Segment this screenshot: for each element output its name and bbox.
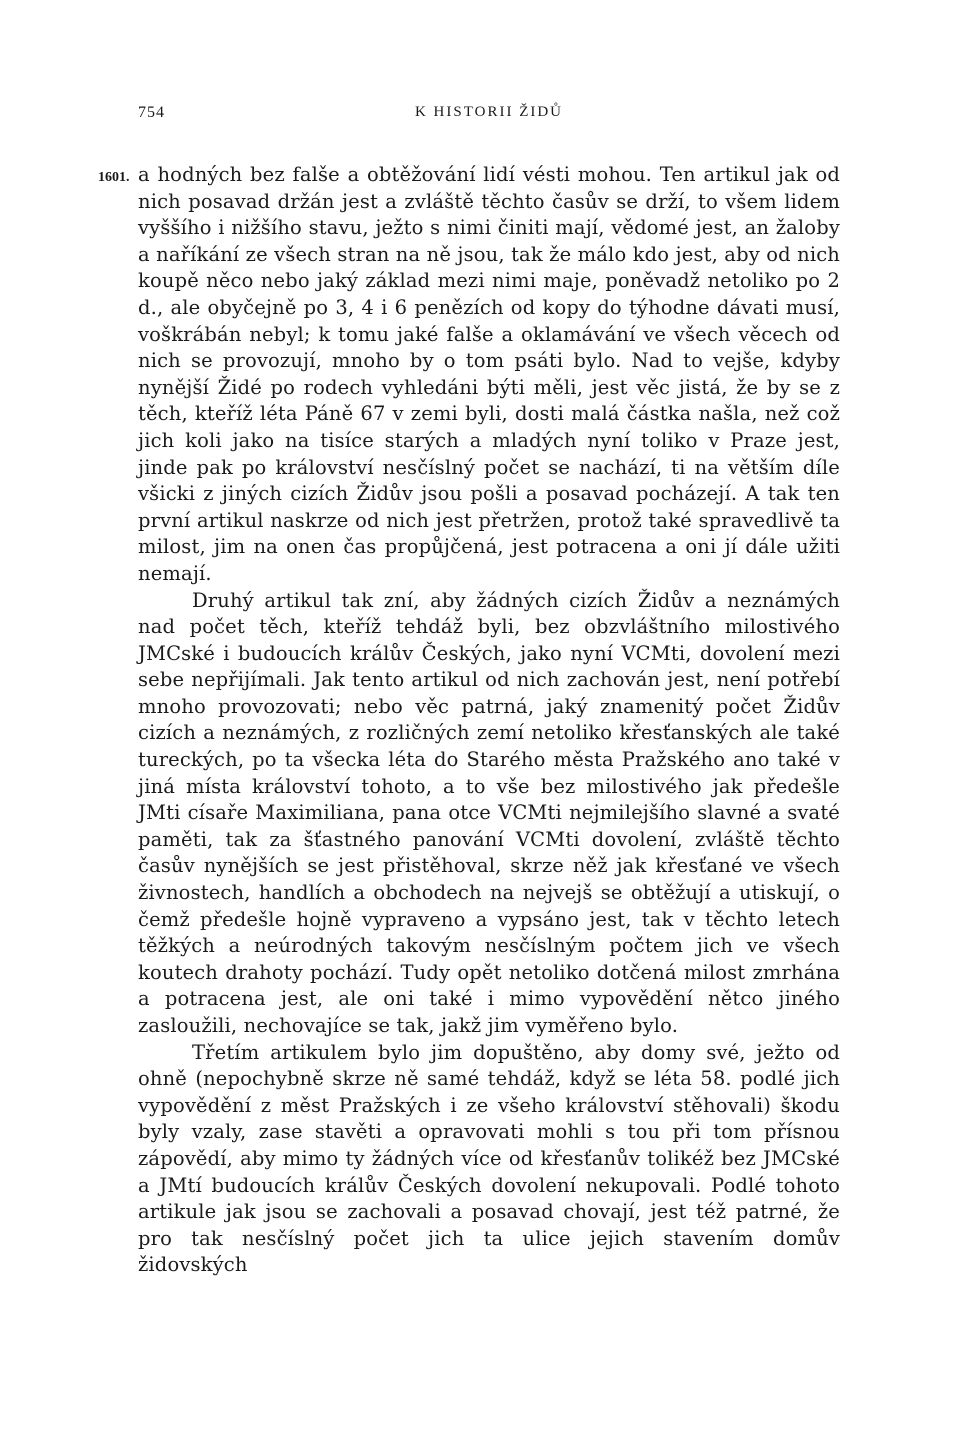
margin-year: 1601. [98,170,130,185]
body-text [138,162,840,1279]
page-number: 754 [138,104,165,121]
paragraph-2: Druhý artikul tak zní, aby žádných cizích Židův a neznámých nad počet těch, kteříž tehdáž byli, bez obzvláštního milostivého JMCské i budoucích králův Českých, jako nyní VCMti, dovolení mezi sebe nepřijímali. Jak tento artikul od nich zachován jest, není potřebí mnoho provozovati; nebo věc patrná, jaký znamenitý počet Židův cizích a neznámých, z rozličných zemí netoliko křesťanských ale také tureckých, po ta všecka léta do Starého města Pražského ano také v jiná místa království tohoto, a to vše bez milostivého jak předešle JMti císaře Maximiliana, pana otce VCMti nejmilejšího slavné a svaté paměti, tak za šťastného panování VCMti dovolení, zvláště těchto časův nynějších se jest přistěhoval, skrze něž jak křesťané ve všech živnostech, handlích a obchodech na nejvejš se obtěžují a utiskují, o čemž předešle hojně vypraveno a vypsáno jest, tak v těchto letech těžkých a neúrodných takovým nesčíslným počtem jich ve všech koutech drahoty pochází. Tudy opět netoliko dotčená milost zmrhána a potracena jest, ale oni také i mimo vypovědění nětco jiného zasloužili, nechovajíce se tak, jakž jim vyměřeno bylo. [138,588,840,1037]
running-title: K HISTORII ŽIDŮ [414,104,564,120]
running-head [138,100,840,130]
book-page [98,100,840,1279]
paragraph-3: Třetím artikulem bylo jim dopuštěno, aby domy své, ježto od ohně (nepochybně skrze ně samé tehdáž, když se léta 58. podlé jich vypovědění z měst Pražských i ze všeho království stěhovali) škodu byly vzaly, zase stavěti a opravovati mohli s tou při tom přísnou zápovědí, aby mimo ty žádných více od křesťanův tolikéž bez JMCské a JMtí budoucích králův Českých dovolení nekupovali. Podlé tohoto artikule jak jsou se zachovali a posavad chovají, jest též patrné, že pro tak nesčíslný počet jich ta ulice jejich stavením domův židovských [138,1040,840,1277]
paragraph-1: a hodných bez falše a obtěžování lidí vésti mohou. Ten artikul jak od nich posavad držán jest a zvláště těchto časův se drží, to všem lidem vyššího i nižšího stavu, ježto s nimi činiti mají, vědomé jest, an žaloby a naříkání ze všech stran na ně jsou, tak že málo kdo jest, aby od nich koupě něco nebo jaký základ mezi nimi maje, poněvadž netoliko po 2 d., ale obyčejně po 3, 4 i 6 penězích od kopy do týhodne dávati musí, voškrábán nebyl; k tomu jaké falše a oklamávání ve všech věcech od nich se provozují, mnoho by o tom psáti bylo. Nad to vejše, kdyby nynější Židé po rodech vyhledáni býti měli, jest věc jistá, že by se z těch, kteříž léta Páně 67 v zemi byli, dosti malá částka našla, než což jich koli jako na tisíce starých a mladých nyní toliko v Praze jest, jinde pak po království nesčíslný počet se nachází, ti na větším díle všicki z jiných cizích Židův jsou pošli a posavad pocházejí. A tak ten první artikul naskrze od nich jest přetržen, protož také spravedlivě ta milost, jim na onen čas propůjčená, jest potracena a oni jí dále užiti nemají. [138,163,840,585]
